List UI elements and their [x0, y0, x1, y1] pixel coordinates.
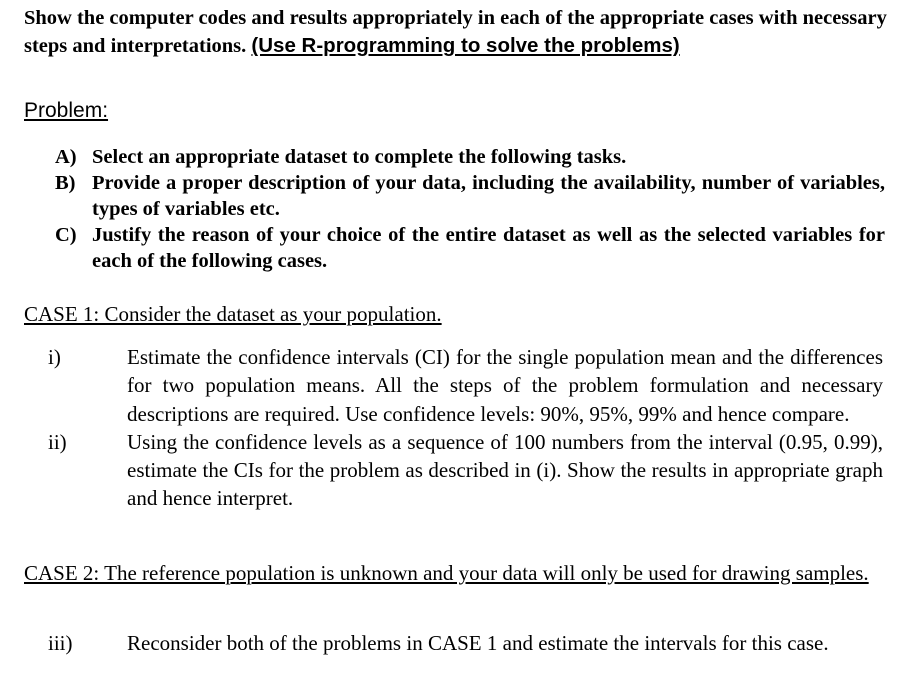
case-item [48, 428, 883, 513]
task-label: C) [55, 224, 77, 246]
task-item [55, 144, 885, 170]
task-item [55, 170, 885, 222]
instructions-text: Show the computer codes and results appropriately in each of the appropriate cases with necessary steps and interpretations. [24, 7, 887, 57]
r-programming-note: (Use R-programming to solve the problems) [251, 34, 680, 57]
problem-heading: Problem: [24, 99, 109, 122]
task-text: Provide a proper description of your data, including the availability, number of variables, types of variables etc. [92, 172, 885, 220]
case-item-text: Estimate the confidence intervals (CI) for the single population mean and the differences for two population means. All the steps of the problem formulation and necessary descriptions are required. Use confidence levels: 90%, 95%, 99% and hence compare. [127, 345, 883, 426]
case1-list [48, 343, 883, 513]
case-item-label: ii) [48, 429, 67, 454]
case-item [48, 343, 883, 428]
task-label: B) [55, 172, 76, 194]
case2-heading: CASE 2: The reference population is unknown and your data will only be used for drawing samples. [24, 561, 869, 585]
task-list [55, 144, 885, 274]
case-item-text: Reconsider both of the problems in CASE 1 and estimate the intervals for this case. [127, 631, 829, 655]
task-label: A) [55, 146, 77, 168]
case2-list [48, 629, 883, 657]
task-text: Select an appropriate dataset to complete the following tasks. [92, 146, 627, 168]
task-item [55, 222, 885, 274]
case-item-label: i) [48, 345, 61, 369]
case-item [48, 629, 883, 657]
case1-heading: CASE 1: Consider the dataset as your population. [24, 302, 442, 326]
case-item-label: iii) [48, 631, 73, 655]
instructions-header [24, 4, 894, 60]
case-item-text: Using the confidence levels as a sequence of 100 numbers from the interval (0.95, 0.99), estimate the CIs for the problem as described in (i). Show the results in appropriate graph and hence interpret. [127, 429, 883, 511]
task-text: Justify the reason of your choice of the entire dataset as well as the selected variables for each of the following cases. [92, 224, 885, 272]
